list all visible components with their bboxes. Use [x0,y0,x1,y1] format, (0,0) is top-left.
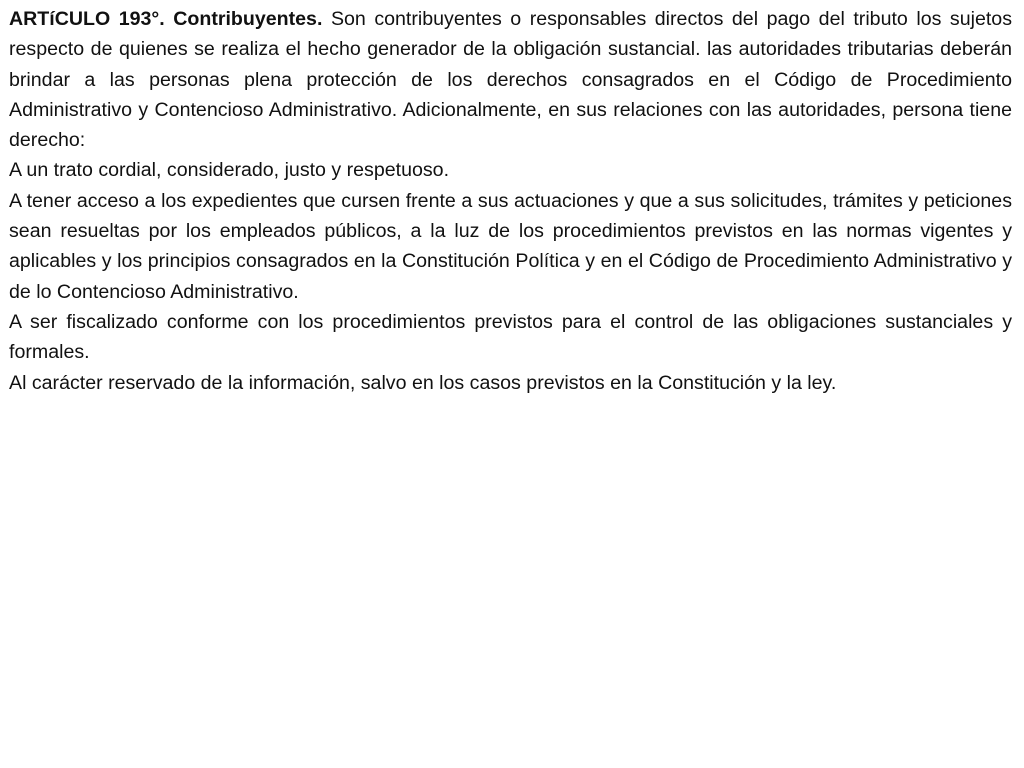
right-item: A tener acceso a los expedientes que cursen frente a sus actuaciones y que a sus solicitudes, trámites y peticiones sean resueltas por los empleados públicos, a la luz de los procedimientos previstos en las normas vigentes y aplicables y los principios consagrados en la Constitución Política y en el Código de Procedimiento Administrativo y de lo Contencioso Administrativo. [9,189,1012,303]
article-intro-text: Son contribuyentes o responsables directos del pago del tributo los sujetos respecto de quienes se realiza el hecho generador de la obligación sustancial. las autoridades tributarias deberán brindar a las personas plena protección de los derechos consagrados en el Código de Procedimiento Administrativo y Contencioso Administrativo. Adicionalmente, en sus relaciones con las autoridades, persona tiene derecho: [9,8,1012,152]
article-body [9,4,1012,398]
right-item: A un trato cordial, considerado, justo y respetuoso. [9,159,450,182]
article-title: Contribuyentes. [173,8,323,30]
right-item: A ser fiscalizado conforme con los procedimientos previstos para el control de las obligaciones sustanciales y formales. [9,310,1012,364]
article-intro-paragraph [9,4,1012,155]
article-number: ARTíCULO 193°. [9,8,165,30]
right-item: Al carácter reservado de la información, salvo en los casos previstos en la Constitución y la ley. [9,371,837,394]
